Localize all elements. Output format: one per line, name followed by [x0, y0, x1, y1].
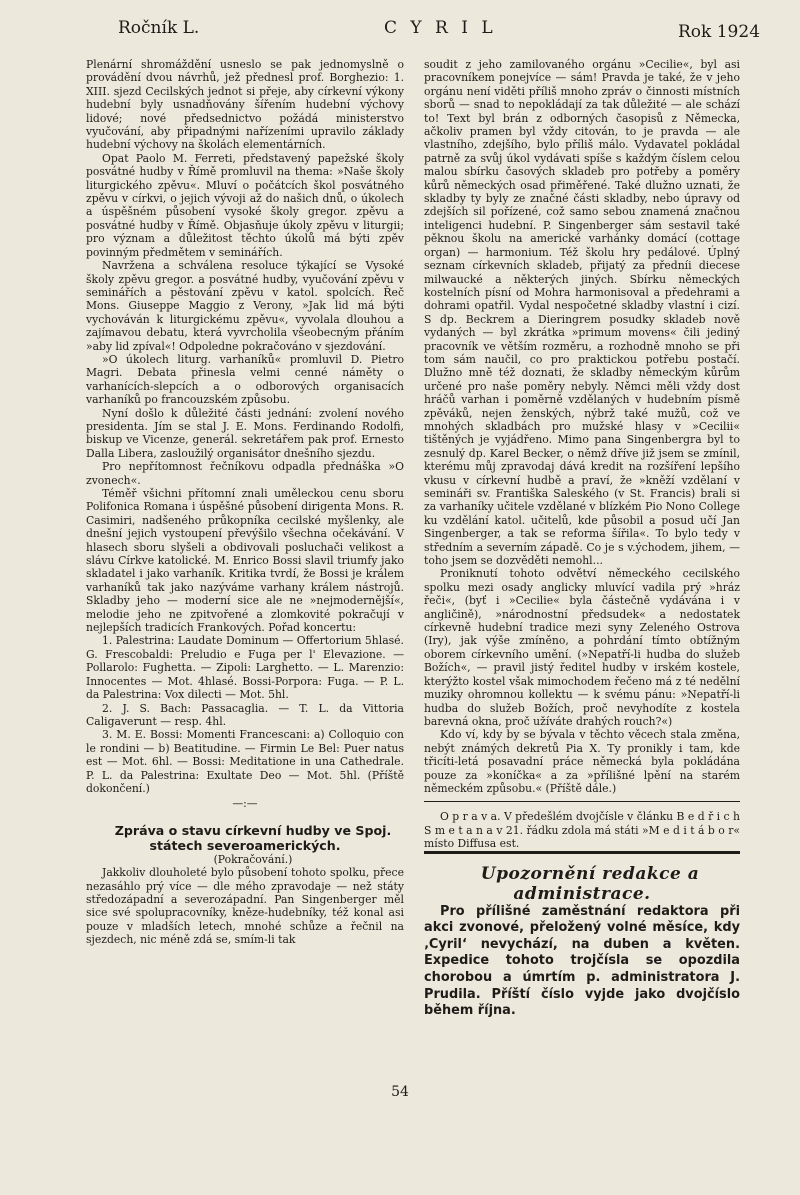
- erratum-note: O p r a v a. V předešlém dvojčísle v článku B e d ř i c h S m e t a n a v 21. řádku zdola má státi »M e d i t á b o r« místo Diffusa est.: [424, 810, 740, 851]
- paragraph: Kdo ví, kdy by se bývala v těchto věcech stala změna, nebýt známých dekretů Pia X. Ty pronikly i tam, kde třicíti-letá posavadní práce německá byla pokládána pouze za »koníčka« a za »přílišné lpění na starém německém způsobu.« (Příště dále.): [424, 728, 740, 795]
- notice-title: Upozornění redakce a administrace.: [480, 863, 700, 904]
- paragraph: Proniknutí tohoto odvětví německého cecilského spolku mezi osady anglicky mluvící vadila prý »hráz řeči«, (byť i »Cecilie« byla částečně vydávána i v angličině), »národnostní předsudek« a nedostatek církevně hudební tradice mezi syny Zeleného Ostrova (Iry), jak výše zmíněno, a pohrdání tímto obtížným oborem církevního umění. (»Nepatří-li hudba do služeb Božích«, — pravil jistý ředitel hudby v irském kostele, kterýžto kostel však mimochodem řečeno má z té nedělní muziky ohromnou kollektu — k svému pánu: »Nepatří-li hudba do služeb Božích, proč nevyhodíte z kostela barevná okna, proč užíváte drahých rouch?«): [424, 567, 740, 728]
- paragraph: Pro nepřítomnost řečníkovu odpadla přednáška »O zvonech«.: [86, 460, 404, 487]
- concert-program: [86, 634, 404, 795]
- paragraph: Navržena a schválena resoluce týkající se Vysoké školy zpěvu gregor. a posvátné hudby, vyučování zpěvu v seminářích a pěstování zpěvu v katol. spolcích. Řeč Mons. Giuseppe Maggio z Verony, »Jak lid má býti vychováván k liturgickému zpěvu«, vyvolala dlouhou a zajímavou debatu, která vyvrcholila všeobecným přáním »aby lid zpíval«! Odpoledne pokračováno v sjezdování.: [86, 259, 404, 353]
- concert-item: 3. M. E. Bossi: Momenti Francescani: a) Colloquio con le rondini — b) Beatitudine. — Firmin Le Bel: Puer natus est — Mot. 6hl. — Bossi: Meditatione in una Cathedrale. P. L. da Palestrina: Exultate Deo — Mot. 5hl. (Příště dokončení.): [86, 728, 404, 795]
- paragraph: soudit z jeho zamilovaného orgánu »Cecilie«, byl asi pracovníkem ponejvíce — sám! Pravda je také, že v jeho orgánu není viděti příliš mnoho zpráv o činnosti místních sborů — snad to nepokládají za tak důležité — ale schází to! Text byl brán z odborných časopisů z Německa, ačkoliv pramen byl vždy citován, to je pravda — ale vlastního, zdejšího, bylo příliš málo. Vydavatel pokládal patrně za svůj úkol vydávati spíše s každým číslem celou malou sbírku časových skladeb pro potřeby a poměry kůrů německých osad přiměřené. Také dlužno uznati, že skladby ty byly ze značné části skladby, nebo úpravy od zdejších sil pořízené, což samo sebou znamená značnou inteligenci hudební. P. Singenberger sám sestavil také pěknou školu na americké varhánky domácí (cottage organ) — harmonium. Též školu hry pedálové. Úplný seznam církevních skladeb, přijatý za předníi diecese milwaucké a některých jiných. Sbírku německých kostelních písní od Mohra harmonisoval a předehrami a dohrami opatřil. Vydal nespočetné skladby vlastní i cizí. S dp. Beckrem a Dieringrem posudky skladeb nově vydaných — byl zkrátka »primum movens« čili jediný pracovník ve větším rozměru, a rozhodně mnoho se při tom sám naučil, co pro praktickou potřebu postačí. Dlužno mně též doznati, že skladby německým kůrům určené pro naše poměry nebyly. Němci měli vždy dost hráčů varhan i poměrně vzdělaných v hudebním písmě zpěváků, nejen ženských, nýbrž také mužů, což ve mnohých skladbách pro mužské hlasy v »Cecilii« tištěných je vyjádřeno. Mimo pana Singenbergra byl to zesnulý dp. Karel Becker, o němž dříve již jsem se zmínil, kterému můj zpravodaj dává kredit na rozšíření lepšího vkusu v církevní hudbě a praví, že »kněží vzdělaní v semináři sv. Františka Saleského (v St. Francis) brali si za varhaníky učitele vzdělané v blízkém Pio Nono College ku vzdělání katol. učitelů, kde působil a posud učí Jan Singenberger, a tak se reforma šířila«. To bylo tedy v středním a severním západě. Co je s v.ýchodem, jihem, — toho jsem se dozvěděti nemohl...: [424, 58, 740, 568]
- editorial-notice: [424, 851, 740, 1020]
- volume-label: Ročník L.: [118, 18, 200, 38]
- concert-item: 2. J. S. Bach: Passacaglia. — T. L. da Vittoria Caligaverunt — resp. 4hl.: [86, 701, 404, 728]
- left-column: [86, 58, 404, 947]
- year-label: Rok 1924: [678, 22, 761, 42]
- paragraph: »O úkolech liturg. varhaníků« promluvil D. Pietro Magri. Debata přinesla velmi cenné náměty o varhanících-slepcích a o odborových organisacích varhaníků po francouzském způsobu.: [86, 352, 404, 407]
- page-number: 54: [391, 1084, 409, 1100]
- article-subtitle: (Pokračování.): [213, 852, 293, 866]
- paragraph: Plenární shromáždění usneslo se pak jednomyslně o provádění dvou návrhů, jež přednesl prof. Borghezio: 1. XIII. sjezd Cecilských jednot si přeje, aby církevní výkony hudební byly usnadňovány šířením hudební výchovy lidové; nové předsednictvo požádá ministerstvo vyučování, aby připadnými nařízeními upravilo základy hudební výchovy na školách elementárních.: [86, 58, 404, 152]
- paragraph: Nyní došlo k důležité části jednání: zvolení nového presidenta. Jím se stal J. E. Mons. Ferdinando Rodolfi, biskup ve Vicenze, generál. sekretářem pak prof. Ernesto Dalla Libera, zasloužilý organisátor dnešního sjezdu.: [86, 406, 404, 460]
- section-separator: —:—: [232, 797, 258, 811]
- notice-body: Pro přílišné zaměstnání redaktora při akci zvonové, přeložený volné měsíce, kdy ‚Cyril‘ nevychází, na duben a květen. Expedice tohoto trojčísla se opozdila chorobou a úmrtím p. administratora J. Prudila. Příští číslo vyjde jako dvojčíslo během října.: [424, 903, 740, 1019]
- paragraph: Jakkoliv dlouholeté bylo působení tohoto spolku, přece nezasáhlo prý více — dle mého zpravodaje — než státy středozápadní a severozápadní. Pan Singenberger měl sice své spolupracovníky, kněze-hudebníky, též konal asi pouze v mladších letech, mnohé schůze a řečnil na sjezdech, nic méně zdá se, smím-li tak: [86, 866, 404, 947]
- journal-title: C Y R I L: [384, 18, 497, 38]
- paragraph: Téměř všichni přítomní znali uměleckou cenu sboru Polifonica Romana i úspěšné působení dirigenta Mons. R. Casimiri, nadšeného průkopníka cecilské myšlenky, ale dnešní jejich vystoupení převýšilo všechna očekávání. V hlasech sboru slyšeli a obdivovali posluchači velikost a slávu Církve katolické. M. Enrico Bossi slavil triumfy jako skladatel i jako varhaník. Kritika tvrdí, že Bossi je králem varhaníků tak jako nazýváme varhany králem nástrojů. Skladby jeho — moderní sice ale ne »nejmodernější«, melodie jeho ne zpitvořené a zlomkovité pokračují v nejlepších tradicích Frankových. Pořad koncertu:: [86, 487, 404, 635]
- concert-item: 1. Palestrina: Laudate Dominum — Offertorium 5hlasé. G. Frescobaldi: Preludio e Fuga per l' Elevazione. — Pollarolo: Fughetta. — Zipoli: Larghetto. — L. Marenzio: Innocentes — Mot. 4hlasé. Bossi-Porpora: Fuga. — P. L. da Palestrina: Vox dilecti — Mot. 5hl.: [86, 634, 404, 702]
- paragraph: Opat Paolo M. Ferreti, představený papežské školy posvátné hudby v Římě promluvil na thema: »Naše školy liturgického zpěvu«. Mluví o počátcích škol posvátného zpěvu v církvi, o jejich vývoji až do našich dnů, o úkolech a úspěšném působení vysoké školy gregor. zpěvu a posvátné hudby v Římě. Objasňuje úkoly zpěvu v liturgii; pro význam a důležitost těchto úkolů má býti zpěv povinným předmětem v seminářích.: [86, 151, 404, 259]
- article-title: Zpráva o stavu církevní hudby ve Spoj. státech severoamerických.: [114, 822, 392, 853]
- divider: [424, 801, 740, 802]
- right-column: [424, 58, 740, 1020]
- page-header: [0, 14, 800, 48]
